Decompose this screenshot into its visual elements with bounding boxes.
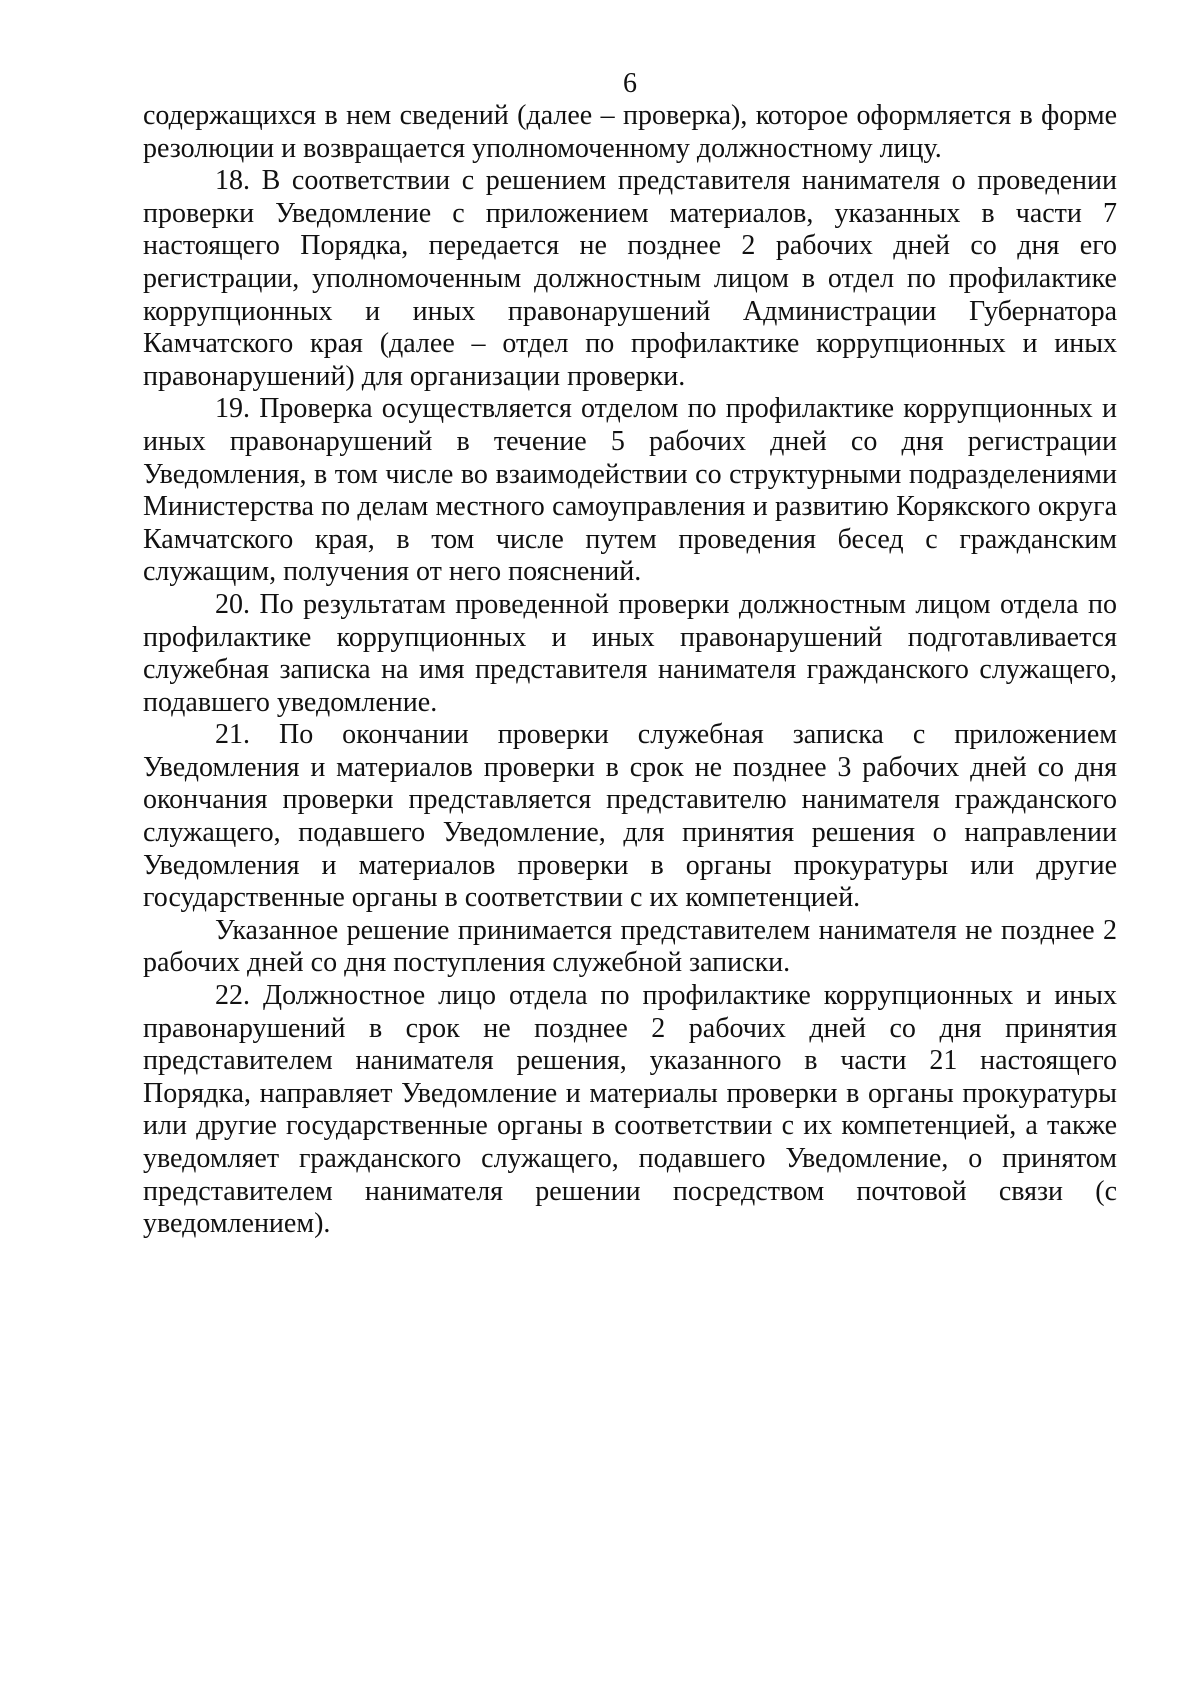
paragraph-22: 22. Должностное лицо отдела по профилактике коррупционных и иных правонарушений в срок не позднее 2 рабочих дней со дня принятия представителем нанимателя решения, указанного в части 21 настоящего Порядка, направляет Уведомление и материалы проверки в органы прокуратуры или другие государственные органы в соответствии с их компетенцией, а также уведомляет гражданского служащего, подавшего Уведомление, о принятом представителем нанимателя решении посредством почтовой связи (с уведомлением). — [143, 980, 1117, 1240]
paragraph-21-decision: Указанное решение принимается представителем нанимателя не позднее 2 рабочих дней со дня поступления служебной записки. — [143, 914, 1117, 979]
page-number: 6 — [623, 68, 637, 99]
paragraph-21: 21. По окончании проверки служебная записка с приложением Уведомления и материалов проверки в срок не позднее 3 рабочих дней со дня окончания проверки представляется представителю нанимателя гражданского служащего, подавшего Уведомление, для принятия решения о направлении Уведомления и материалов проверки в органы прокуратуры или другие государственные органы в соответствии с их компетенцией. — [143, 719, 1117, 914]
paragraph-18: 18. В соответствии с решением представителя нанимателя о проведении проверки Уведомление с приложением материалов, указанных в части 7 настоящего Порядка, передается не позднее 2 рабочих дней со дня его регистрации, уполномоченным должностным лицом в отдел по профилактике коррупционных и иных правонарушений Администрации Губернатора Камчатского края (далее – отдел по профилактике коррупционных и иных правонарушений) для организации проверки. — [143, 165, 1117, 392]
document-body — [143, 100, 1117, 1241]
paragraph-19: 19. Проверка осуществляется отделом по профилактике коррупционных и иных правонарушений в течение 5 рабочих дней со дня регистрации Уведомления, в том числе во взаимодействии со структурными подразделениями Министерства по делам местного самоуправления и развитию Корякского округа Камчатского края, в том числе путем проведения бесед с гражданским служащим, получения от него пояснений. — [143, 393, 1117, 588]
paragraph-20: 20. По результатам проведенной проверки должностным лицом отдела по профилактике коррупционных и иных правонарушений подготавливается служебная записка на имя представителя нанимателя гражданского служащего, подавшего уведомление. — [143, 588, 1117, 718]
paragraph-continuation: содержащихся в нем сведений (далее – проверка), которое оформляется в форме резолюции и возвращается уполномоченному должностному лицу. — [143, 100, 1117, 164]
